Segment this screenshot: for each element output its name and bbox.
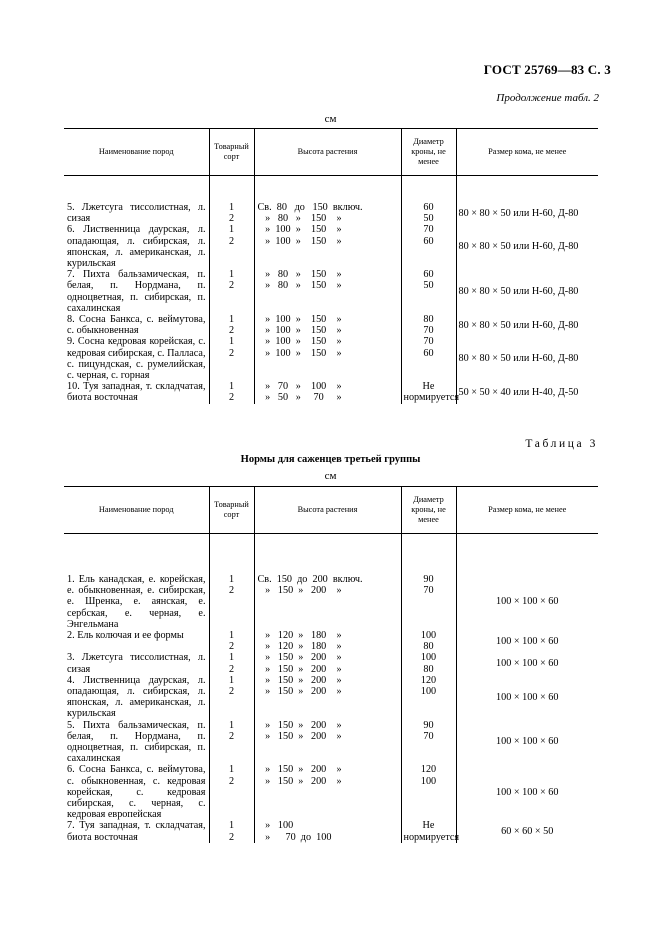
root-ball-size-cell: 100 × 100 × 60 (456, 574, 598, 630)
crown-diameter-cell: 90 70 (401, 720, 456, 765)
table-row (64, 202, 598, 224)
root-ball-size-cell: 100 × 100 × 60 (456, 630, 598, 652)
table-spacer-row (64, 176, 598, 203)
grade-cell: 1 2 (209, 630, 254, 652)
root-ball-size-cell: 80 × 80 × 50 или Н-60, Д-80 (456, 314, 598, 336)
grade-cell: 1 2 (209, 202, 254, 224)
column-header-crown-diameter: Диаметр кроны, не менее (401, 129, 456, 176)
species-name-cell: 6. Сосна Банкса, с. веймутова, с. обыкновенная, с. кедровая корейская, с. кедровая сибирская, с. черная, с. кедровая европейская (67, 764, 206, 821)
table-row (64, 764, 598, 820)
root-ball-size-cell: 80 × 80 × 50 или Н-60, Д-80 (456, 224, 598, 269)
crown-diameter-cell: 80 70 (401, 314, 456, 336)
root-ball-size-cell: 100 × 100 × 60 (456, 652, 598, 674)
height-cell: » 150 » 200 » » 150 » 200 » (254, 652, 401, 674)
species-name-cell: 5. Пихта бальзамическая, п. белая, п. Нордмана, п. одноцветная, п. сибирская, п. сахалинская (67, 719, 206, 765)
height-cell: Св. 150 до 200 включ. » 150 » 200 » (254, 574, 401, 630)
grade-cell: 1 2 (209, 764, 254, 820)
table3-header-row (64, 487, 598, 534)
species-name-cell: 3. Лжетсуга тиссолистная, л. сизая (67, 652, 206, 675)
column-header-height: Высота растения (254, 129, 401, 176)
grade-cell: 1 2 (209, 269, 254, 314)
grade-cell: 1 2 (209, 720, 254, 765)
table2-unit: см (324, 113, 337, 125)
table-2 (64, 128, 598, 404)
grade-cell: 1 2 (209, 820, 254, 842)
species-name-cell: 7. Пихта бальзамическая, п. белая, п. Нордмана, п. одноцветная, п. сибирская, п. сахалинская (67, 269, 206, 314)
grade-cell: 1 2 (209, 314, 254, 336)
column-header-height: Высота растения (254, 487, 401, 534)
height-cell: » 150 » 200 » » 150 » 200 » (254, 764, 401, 820)
table-row (64, 652, 598, 674)
species-name-cell: 8. Сосна Банкса, с. веймутова, с. обыкновенная (67, 314, 206, 337)
species-name-cell: 9. Сосна кедровая корейская, с. кедровая сибирская, с. Палласа, с. пицундская, с. румелийская, с. черная, с. горная (67, 336, 206, 382)
crown-diameter-cell: 90 70 (401, 574, 456, 630)
crown-diameter-cell: 100 80 (401, 630, 456, 652)
species-name-cell: 4. Лиственница даурская, л. опадающая, л. сибирская, л. японская, л. американская, л. курильская (67, 674, 206, 720)
height-cell: Св. 80 до 150 включ. » 80 » 150 » (254, 202, 401, 224)
height-cell: » 100 » 150 » » 100 » 150 » (254, 336, 401, 381)
root-ball-size-cell: 50 × 50 × 40 или Н-40, Д-50 (456, 381, 598, 403)
column-header-grade: Товарный сорт (209, 129, 254, 176)
species-name-cell: 1. Ель канадская, е. корейская, е. обыкновенная, е. сибирская, е. Шренка, е. аянская, е. сербская, е. черная, е. Энгельмана (67, 574, 206, 630)
species-name-cell: 5. Лжетсуга тиссолистная, л. сизая (67, 202, 206, 225)
grade-cell: 1 2 (209, 381, 254, 403)
crown-diameter-cell: 120 100 (401, 675, 456, 720)
column-header-crown-diameter: Диаметр кроны, не менее (401, 487, 456, 534)
crown-diameter-cell: 60 50 (401, 269, 456, 314)
crown-diameter-cell: Не нормируется (401, 820, 456, 842)
grade-cell: 1 2 (209, 675, 254, 720)
height-cell: » 120 » 180 » » 120 » 180 » (254, 630, 401, 652)
column-header-root-ball-size: Размер кома, не менее (456, 129, 598, 176)
column-header-species: Наименование пород (64, 487, 209, 534)
table2-header-row (64, 129, 598, 176)
table-row (64, 720, 598, 765)
table-3 (64, 486, 598, 843)
height-cell: » 100 » 70 до 100 (254, 820, 401, 842)
species-name-cell: 10. Туя западная, т. складчатая, биота восточная (67, 381, 206, 404)
table3-label: Таблица 3 (525, 438, 598, 450)
table-row (64, 820, 598, 842)
grade-cell: 1 2 (209, 224, 254, 269)
table-row (64, 224, 598, 269)
table-row (64, 336, 598, 381)
height-cell: » 150 » 200 » » 150 » 200 » (254, 675, 401, 720)
root-ball-size-cell: 80 × 80 × 50 или Н-60, Д-80 (456, 336, 598, 381)
table-row (64, 381, 598, 403)
crown-diameter-cell: 70 60 (401, 336, 456, 381)
height-cell: » 100 » 150 » » 100 » 150 » (254, 314, 401, 336)
table3-title: Нормы для саженцев третьей группы (240, 454, 421, 465)
crown-diameter-cell: 100 80 (401, 652, 456, 674)
species-name-cell: 2. Ель колючая и ее формы (67, 630, 184, 642)
table-spacer-row (64, 534, 598, 575)
height-cell: » 80 » 150 » » 80 » 150 » (254, 269, 401, 314)
table-row (64, 269, 598, 314)
root-ball-size-cell: 60 × 60 × 50 (456, 820, 598, 842)
crown-diameter-cell: 120 100 (401, 764, 456, 820)
table-row (64, 630, 598, 652)
crown-diameter-cell: 70 60 (401, 224, 456, 269)
crown-diameter-cell: Не нормируется (401, 381, 456, 403)
height-cell: » 100 » 150 » » 100 » 150 » (254, 224, 401, 269)
grade-cell: 1 2 (209, 652, 254, 674)
grade-cell: 1 2 (209, 574, 254, 630)
table-continuation-note: Продолжение табл. 2 (496, 92, 599, 104)
crown-diameter-cell: 60 50 (401, 202, 456, 224)
document-reference: ГОСТ 25769—83 С. 3 (483, 62, 611, 77)
column-header-grade: Товарный сорт (209, 487, 254, 534)
height-cell: » 150 » 200 » » 150 » 200 » (254, 720, 401, 765)
table3-unit: см (324, 470, 337, 482)
species-name-cell: 6. Лиственница даурская, л. опадающая, л. сибирская, л. японская, л. американская, л. курильская (67, 224, 206, 270)
root-ball-size-cell: 100 × 100 × 60 (456, 764, 598, 820)
root-ball-size-cell: 80 × 80 × 50 или Н-60, Д-80 (456, 269, 598, 314)
column-header-species: Наименование пород (64, 129, 209, 176)
column-header-root-ball-size: Размер кома, не менее (456, 487, 598, 534)
height-cell: » 70 » 100 » » 50 » 70 » (254, 381, 401, 403)
table-row (64, 314, 598, 336)
root-ball-size-cell: 100 × 100 × 60 (456, 720, 598, 765)
table-row (64, 675, 598, 720)
species-name-cell: 7. Туя западная, т. складчатая, биота восточная (67, 820, 206, 843)
root-ball-size-cell: 100 × 100 × 60 (456, 675, 598, 720)
table-row (64, 574, 598, 630)
root-ball-size-cell: 80 × 80 × 50 или Н-60, Д-80 (456, 202, 598, 224)
grade-cell: 1 2 (209, 336, 254, 381)
